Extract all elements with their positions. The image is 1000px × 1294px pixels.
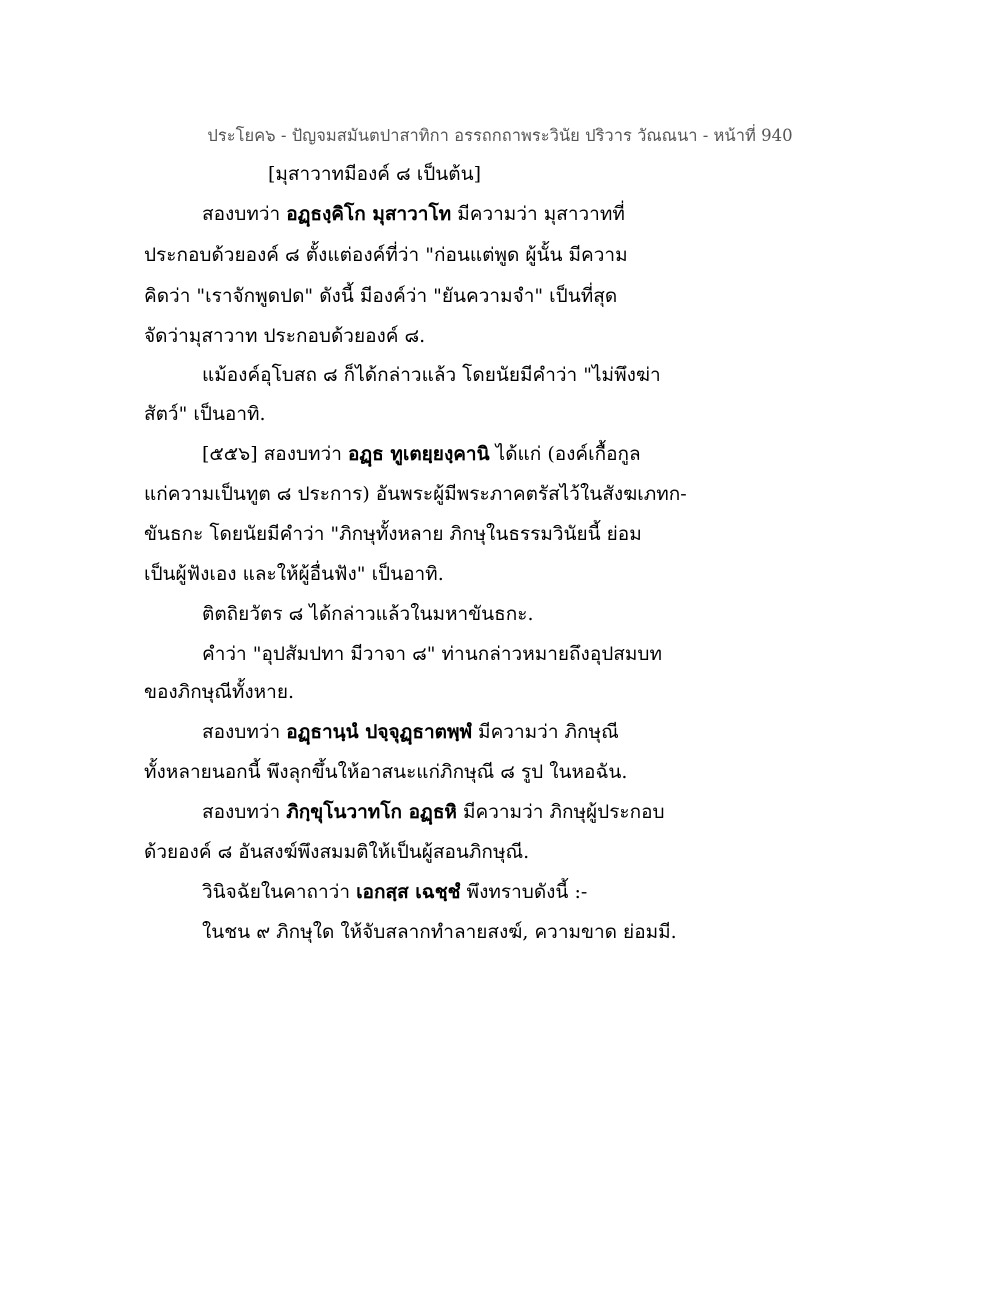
section-title: [มุสาวาทมีองค์ ๘ เป็นต้น] — [268, 163, 482, 185]
paragraph-1-line-3: คิดว่า "เราจักพูดปด" ดังนี้ มีองค์ว่า "ยันความจำ" เป็นที่สุด — [144, 285, 618, 307]
text: [๕๕๖] สองบทว่า — [202, 443, 348, 465]
text: สองบทว่า — [202, 721, 287, 743]
paragraph-7-line-2: ด้วยองค์ ๘ อันสงฆ์พึงสมมติให้เป็นผู้สอนภิกษุณี. — [144, 841, 530, 863]
text: มีความว่า มุสาวาทที่ — [451, 203, 625, 225]
paragraph-3-line-2: แก่ความเป็นทูต ๘ ประการ) อันพระผู้มีพระภาคตรัสไว้ในสังฆเภทก- — [144, 483, 687, 505]
paragraph-6-line-2: ทั้งหลายนอกนี้ พึงลุกขึ้นให้อาสนะแก่ภิกษุณี ๘ รูป ในหอฉัน. — [144, 761, 628, 783]
pali-term: เอกสฺส เฉชฺชํ — [356, 881, 461, 903]
pali-term: อฏฺธงฺคิโก มุสาวาโท — [286, 203, 452, 225]
paragraph-5-line-1: คำว่า "อุปสัมปทา มีวาจา ๘" ท่านกล่าวหมายถึงอุปสมบท — [202, 643, 662, 665]
text: วินิจฉัยในคาถาว่า — [202, 881, 357, 903]
paragraph-3-line-3: ขันธกะ โดยนัยมีคำว่า "ภิกษุทั้งหลาย ภิกษุในธรรมวินัยนี้ ย่อม — [144, 523, 642, 545]
running-header: ประโยค๖ - ปัญจมสมันตปาสาทิกา อรรถกถาพระวินัย ปริวาร วัณณนา - หน้าที่ 940 — [207, 126, 793, 145]
pali-term: อฏฺธานฺนํ ปจฺจุฏฺธาตพฺพํ — [286, 721, 473, 743]
pali-term: อฏฺธ ทูเตยฺยงฺคานิ — [347, 443, 490, 465]
paragraph-3-line-1 — [202, 440, 641, 468]
paragraph-2-line-1: แม้องค์อุโบสถ ๘ ก็ได้กล่าวแล้ว โดยนัยมีคำว่า "ไม่พึงฆ่า — [202, 364, 661, 386]
text: สองบทว่า — [202, 203, 287, 225]
paragraph-5-line-2: ของภิกษุณีทั้งหาย. — [144, 681, 295, 703]
paragraph-6-line-1 — [202, 718, 619, 746]
paragraph-1-line-1 — [202, 200, 625, 228]
paragraph-4: ติตถิยวัตร ๘ ได้กล่าวแล้วในมหาขันธกะ. — [202, 603, 534, 625]
paragraph-9: ในชน ๙ ภิกษุใด ให้จับสลากทำลายสงฆ์, ความขาด ย่อมมี. — [202, 921, 677, 943]
paragraph-1-line-4: จัดว่ามุสาวาท ประกอบด้วยองค์ ๘. — [144, 325, 426, 347]
paragraph-8 — [202, 878, 587, 906]
pali-term: ภิกฺขุโนวาทโก อฏฺธหิ — [286, 801, 457, 823]
text: ได้แก่ (องค์เกื้อกูล — [489, 443, 641, 465]
paragraph-7-line-1 — [202, 798, 665, 826]
text: พึงทราบดังนี้ :- — [460, 881, 588, 903]
text: มีความว่า ภิกษุณี — [472, 721, 619, 743]
paragraph-3-line-4: เป็นผู้ฟังเอง และให้ผู้อื่นฟัง" เป็นอาทิ. — [144, 563, 444, 585]
text: มีความว่า ภิกษุผู้ประกอบ — [456, 801, 665, 823]
paragraph-2-line-2: สัตว์" เป็นอาทิ. — [144, 403, 266, 425]
text: สองบทว่า — [202, 801, 287, 823]
paragraph-1-line-2: ประกอบด้วยองค์ ๘ ตั้งแต่องค์ที่ว่า "ก่อนแต่พูด ผู้นั้น มีความ — [144, 244, 628, 266]
